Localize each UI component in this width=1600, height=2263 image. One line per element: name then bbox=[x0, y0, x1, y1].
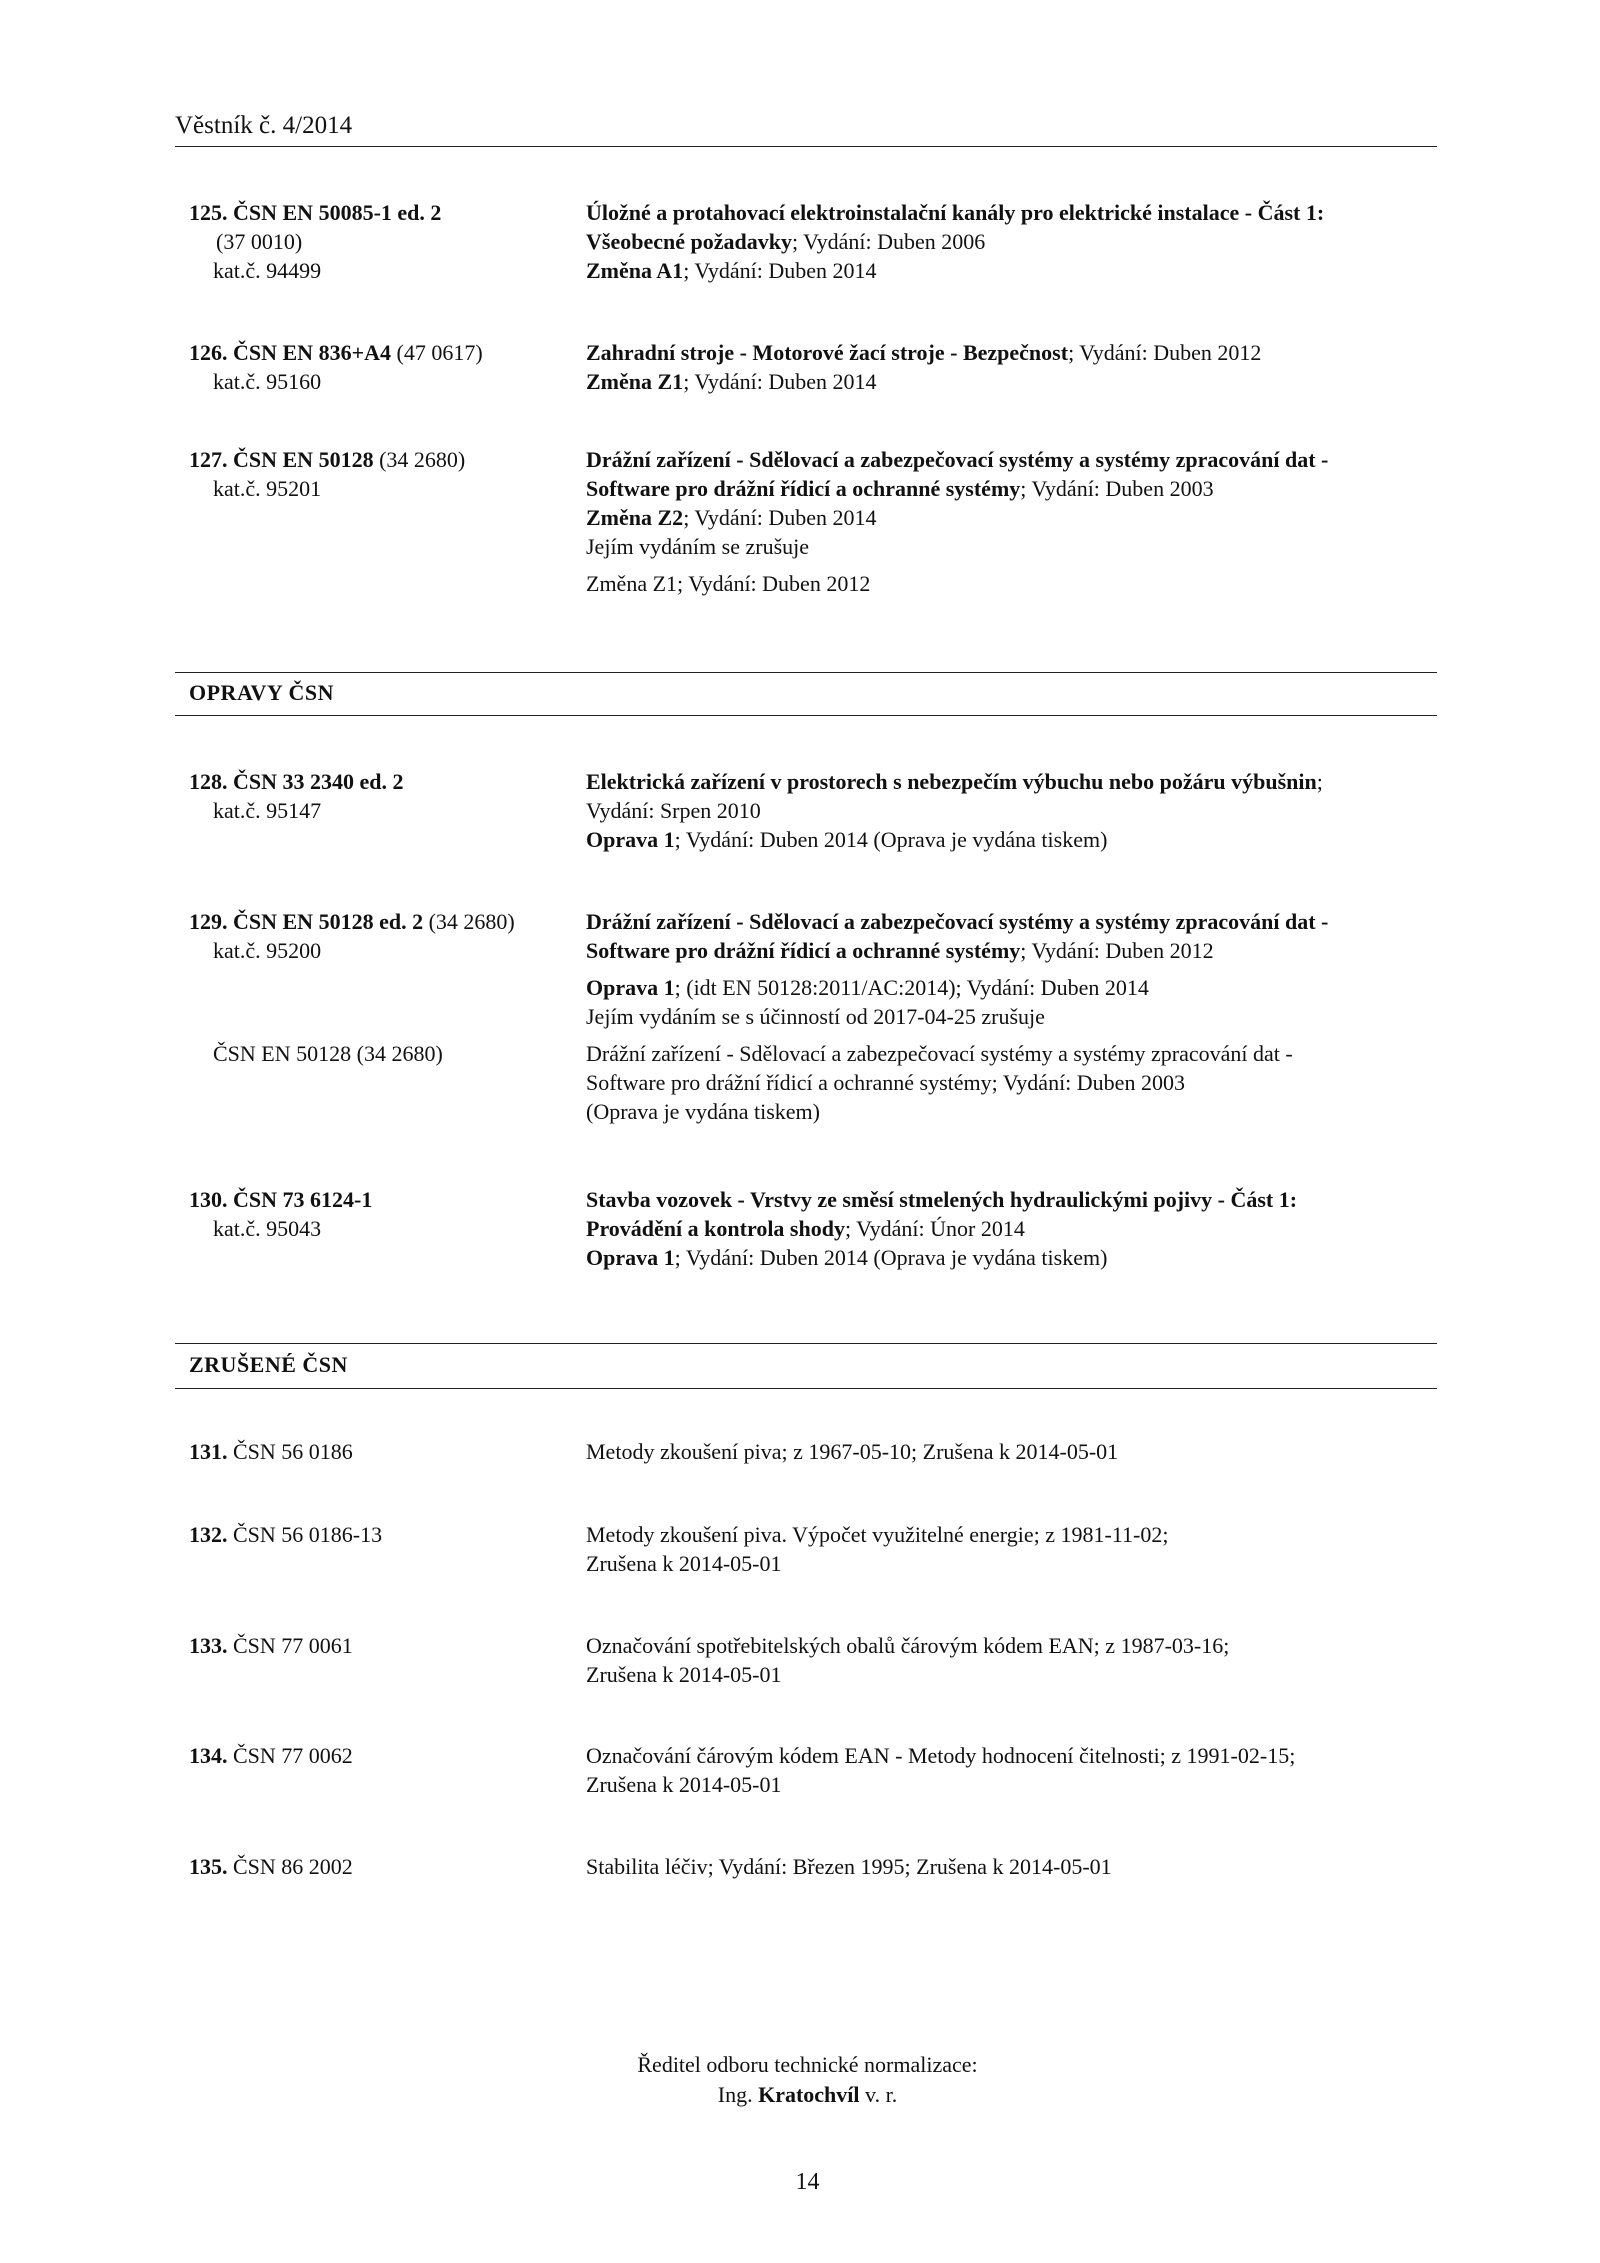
entry-131-right bbox=[586, 1437, 1426, 1466]
withdrawal-date: Zrušena k 2014-05-01 bbox=[586, 1551, 782, 1576]
entry-128-left bbox=[189, 767, 404, 825]
standard-title-cont: Software pro drážní řídicí a ochranné systémy bbox=[586, 938, 1021, 963]
entry-number: 125. bbox=[189, 200, 228, 225]
section-title-opravy: OPRAVY ČSN bbox=[189, 680, 334, 705]
catalog-number: kat.č. 94499 bbox=[213, 258, 322, 283]
withdrawal-text: Označování čárovým kódem EAN - Metody hodnocení čitelnosti; z 1991-02-15; bbox=[586, 1743, 1296, 1768]
standard-code: ČSN 77 0061 bbox=[227, 1633, 353, 1658]
section-rule-bottom bbox=[175, 1388, 1437, 1389]
class-code: (34 2680) bbox=[423, 909, 515, 934]
amendment-date: ; Vydání: Duben 2014 bbox=[683, 505, 877, 530]
replaced-title-cont: Software pro drážní řídicí a ochranné systémy; Vydání: Duben 2003 bbox=[586, 1070, 1185, 1095]
entry-128-right bbox=[586, 767, 1426, 854]
section-title-zrusene: ZRUŠENÉ ČSN bbox=[189, 1352, 348, 1377]
entry-125-left bbox=[189, 198, 441, 285]
title-separator: ; bbox=[1316, 769, 1323, 794]
withdrawal-date: Zrušena k 2014-05-01 bbox=[586, 1662, 782, 1687]
standard-title: Drážní zařízení - Sdělovací a zabezpečovací systémy a systémy zpracování dat - bbox=[586, 447, 1329, 472]
correction-label: Oprava 1 bbox=[586, 827, 675, 852]
amendment-date: ; Vydání: Duben 2014 bbox=[683, 369, 877, 394]
cancellation-note: Jejím vydáním se s účinností od 2017-04-25 zrušuje bbox=[586, 1004, 1045, 1029]
withdrawal-text: Stabilita léčiv; Vydání: Březen 1995; Zrušena k 2014-05-01 bbox=[586, 1854, 1112, 1879]
standard-code: ČSN EN 836+A4 bbox=[233, 340, 391, 365]
catalog-number: kat.č. 95200 bbox=[213, 938, 322, 963]
standard-code: ČSN 56 0186-13 bbox=[227, 1522, 383, 1547]
amendment-date: ; Vydání: Duben 2014 bbox=[683, 258, 877, 283]
issue-date: ; Vydání: Duben 2012 bbox=[1020, 938, 1214, 963]
class-code: (47 0617) bbox=[391, 340, 483, 365]
standard-title-cont: Software pro drážní řídicí a ochranné systémy bbox=[586, 476, 1021, 501]
entry-133-right bbox=[586, 1631, 1426, 1689]
header-rule bbox=[175, 146, 1437, 147]
class-code: (34 2680) bbox=[373, 447, 466, 472]
standard-title: Úložné a protahovací elektroinstalační kanály pro elektrické instalace - Část 1: bbox=[586, 200, 1325, 225]
entry-129-left bbox=[189, 907, 515, 965]
replaced-title: Drážní zařízení - Sdělovací a zabezpečovací systémy a systémy zpracování dat - bbox=[586, 1041, 1293, 1066]
standard-title: Drážní zařízení - Sdělovací a zabezpečovací systémy a systémy zpracování dat - bbox=[586, 909, 1329, 934]
section-rule-top bbox=[175, 1343, 1437, 1344]
entry-127-right bbox=[586, 445, 1426, 598]
entry-130-right bbox=[586, 1185, 1426, 1272]
withdrawal-date: Zrušena k 2014-05-01 bbox=[586, 1772, 782, 1797]
entry-131-left bbox=[189, 1437, 353, 1466]
entry-129-right bbox=[586, 907, 1426, 1126]
entry-125-right bbox=[586, 198, 1426, 285]
signature-block bbox=[0, 2050, 1600, 2110]
correction-label: Oprava 1 bbox=[586, 1245, 675, 1270]
issue-date: ; Vydání: Duben 2006 bbox=[791, 229, 986, 254]
standard-title: Zahradní stroje - Motorové žací stroje - Bezpečnost bbox=[586, 340, 1069, 365]
catalog-number: kat.č. 95043 bbox=[213, 1216, 322, 1241]
withdrawal-text: Metody zkoušení piva; z 1967-05-10; Zrušena k 2014-05-01 bbox=[586, 1439, 1119, 1464]
standard-title-cont: Všeobecné požadavky bbox=[586, 229, 792, 254]
entry-127-left bbox=[189, 445, 465, 503]
entry-132-left bbox=[189, 1520, 382, 1549]
entry-135-left bbox=[189, 1852, 353, 1881]
amendment-label: Změna A1 bbox=[586, 258, 684, 283]
name-surname: Kratochvíl bbox=[758, 2082, 860, 2107]
entry-number: 126. bbox=[189, 340, 228, 365]
standard-code: ČSN 56 0186 bbox=[227, 1439, 353, 1464]
entry-number: 129. bbox=[189, 909, 228, 934]
issue-date: Vydání: Srpen 2010 bbox=[586, 798, 761, 823]
entry-135-right bbox=[586, 1852, 1426, 1881]
issue-date: ; Vydání: Duben 2012 bbox=[1068, 340, 1262, 365]
section-rule-top bbox=[175, 672, 1437, 673]
entry-126-left bbox=[189, 338, 483, 396]
entry-134-right bbox=[586, 1741, 1426, 1799]
catalog-number: kat.č. 95147 bbox=[213, 798, 322, 823]
catalog-number: kat.č. 95201 bbox=[213, 476, 322, 501]
entry-number: 127. bbox=[189, 447, 228, 472]
withdrawal-text: Metody zkoušení piva. Výpočet využitelné energie; z 1981-11-02; bbox=[586, 1522, 1169, 1547]
correction-date: ; Vydání: Duben 2014 (Oprava je vydána tiskem) bbox=[674, 827, 1108, 852]
entry-133-left bbox=[189, 1631, 353, 1660]
entry-130-left bbox=[189, 1185, 372, 1243]
standard-code: ČSN EN 50128 bbox=[233, 447, 374, 472]
class-code: (37 0010) bbox=[216, 229, 303, 254]
entry-132-right bbox=[586, 1520, 1426, 1578]
amendment-label: Změna Z2 bbox=[586, 505, 684, 530]
section-rule-bottom bbox=[175, 715, 1437, 716]
catalog-number: kat.č. 95160 bbox=[213, 369, 322, 394]
amendment-label: Změna Z1 bbox=[586, 369, 684, 394]
standard-code: ČSN 33 2340 ed. 2 bbox=[233, 769, 404, 794]
standard-code: ČSN 77 0062 bbox=[227, 1743, 353, 1768]
standard-code: ČSN EN 50128 ed. 2 bbox=[233, 909, 424, 934]
entry-number: 135. bbox=[189, 1854, 228, 1879]
cancellation-note: Jejím vydáním se zrušuje bbox=[586, 534, 810, 559]
standard-code: ČSN 73 6124-1 bbox=[233, 1187, 373, 1212]
entry-134-left bbox=[189, 1741, 353, 1770]
entry-number: 130. bbox=[189, 1187, 228, 1212]
standard-title-cont: Provádění a kontrola shody bbox=[586, 1216, 845, 1241]
entry-126-right bbox=[586, 338, 1426, 396]
standard-code: ČSN EN 50085-1 ed. 2 bbox=[233, 200, 442, 225]
entry-129-old-code bbox=[189, 1039, 443, 1068]
name-prefix: Ing. bbox=[717, 2082, 759, 2107]
standard-title: Stavba vozovek - Vrstvy ze směsí stmelených hydraulickými pojivy - Část 1: bbox=[586, 1187, 1298, 1212]
correction-date: ; (idt EN 50128:2011/AC:2014); Vydání: Duben 2014 bbox=[674, 975, 1149, 1000]
entry-number: 134. bbox=[189, 1743, 228, 1768]
withdrawal-text: Označování spotřebitelských obalů čárovým kódem EAN; z 1987-03-16; bbox=[586, 1633, 1230, 1658]
journal-header: Věstník č. 4/2014 bbox=[175, 112, 353, 139]
correction-label: Oprava 1 bbox=[586, 975, 675, 1000]
replaced-print-note: (Oprava je vydána tiskem) bbox=[586, 1099, 820, 1124]
standard-code: ČSN 86 2002 bbox=[227, 1854, 353, 1879]
entry-number: 133. bbox=[189, 1633, 228, 1658]
page-number: 14 bbox=[795, 2169, 820, 2195]
signatory-name bbox=[0, 2080, 1600, 2110]
correction-date: ; Vydání: Duben 2014 (Oprava je vydána tiskem) bbox=[674, 1245, 1108, 1270]
entry-number: 131. bbox=[189, 1439, 228, 1464]
replaced-standard-code: ČSN EN 50128 (34 2680) bbox=[213, 1041, 443, 1066]
entry-number: 128. bbox=[189, 769, 228, 794]
issue-date: ; Vydání: Únor 2014 bbox=[844, 1216, 1025, 1241]
entry-number: 132. bbox=[189, 1522, 228, 1547]
issue-date: ; Vydání: Duben 2003 bbox=[1020, 476, 1214, 501]
cancelled-amendment: Změna Z1; Vydání: Duben 2012 bbox=[586, 571, 871, 596]
standard-title: Elektrická zařízení v prostorech s nebezpečím výbuchu nebo požáru výbušnin bbox=[586, 769, 1317, 794]
name-suffix: v. r. bbox=[859, 2082, 898, 2107]
signatory-role: Ředitel odboru technické normalizace: bbox=[637, 2052, 978, 2077]
